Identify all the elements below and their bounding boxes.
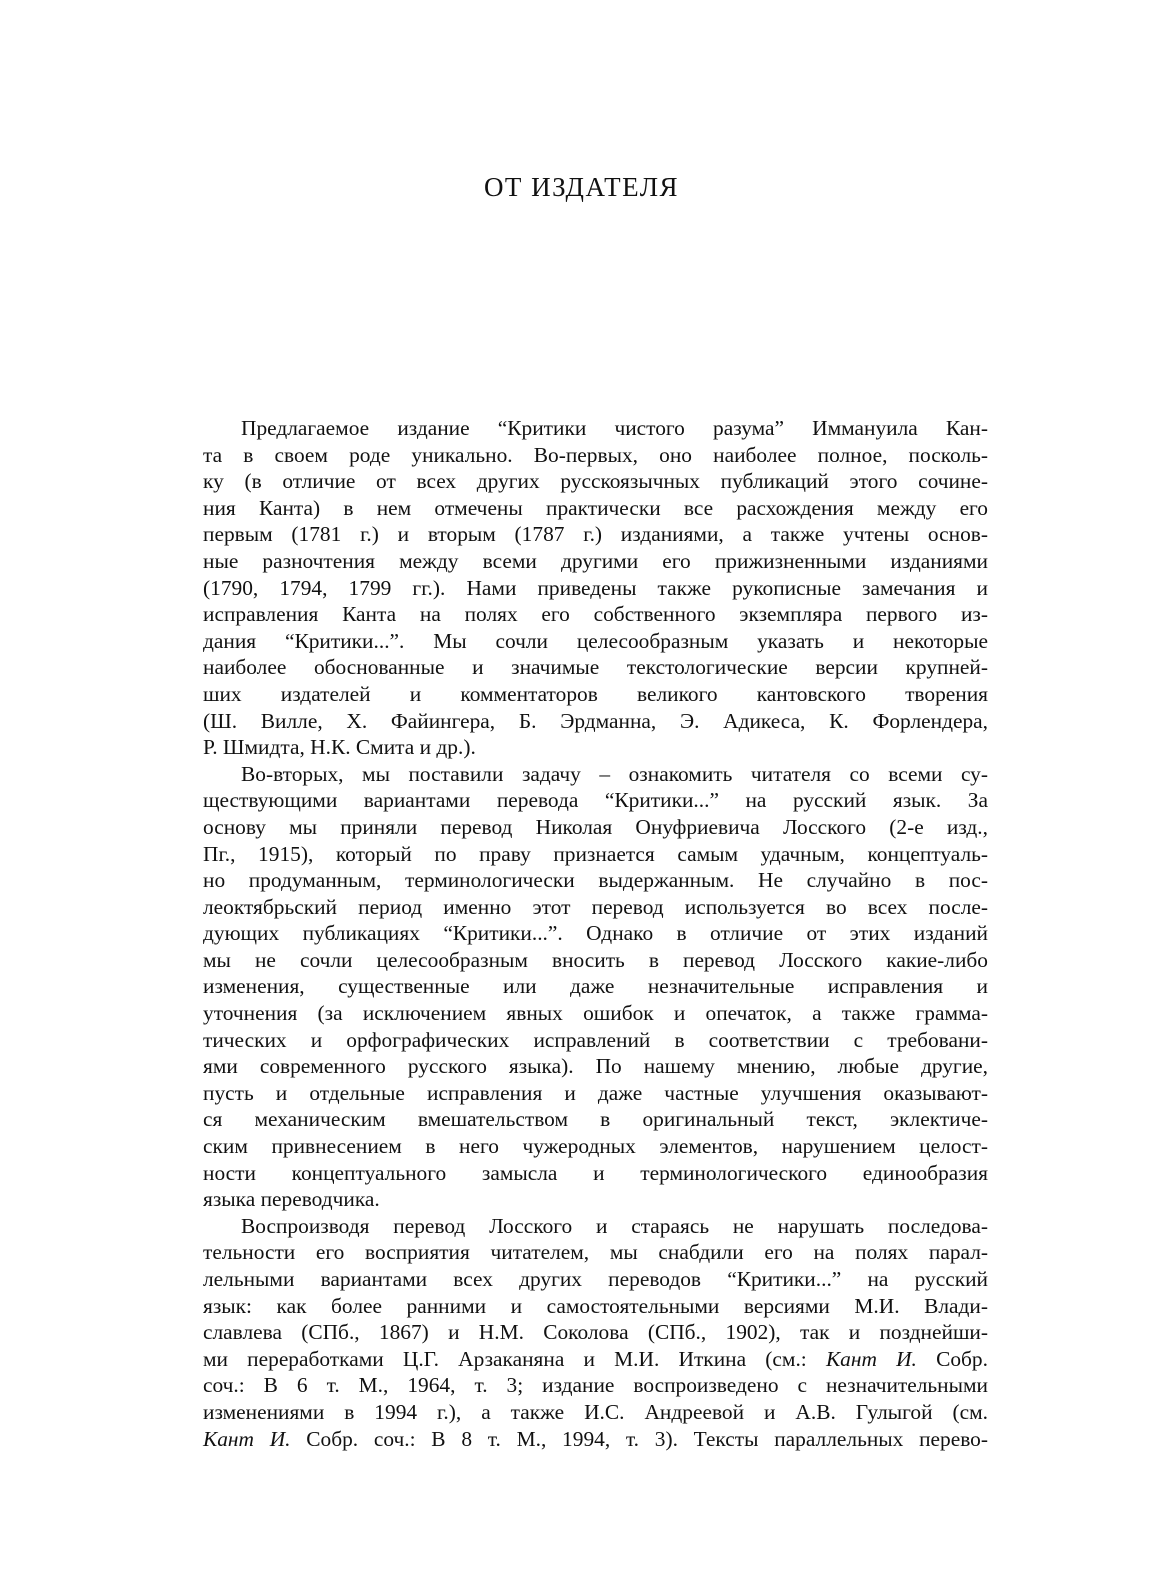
paragraph-1 xyxy=(203,415,988,761)
text-line: ности концептуального замысла и терминологического единообразия xyxy=(203,1160,988,1185)
page-title: ОТ ИЗДАТЕЛЯ xyxy=(483,172,680,202)
text-line: соч.: В 6 т. М., 1964, т. 3; издание воспроизведено с незначительными xyxy=(203,1373,988,1398)
body-text xyxy=(203,415,988,1452)
text-line: та в своем роде уникально. Во-первых, оно наиболее полное, посколь- xyxy=(203,442,988,467)
text-line: Предлагаемое издание “Критики чистого разума” Иммануила Кан- xyxy=(241,416,988,440)
italic-author-name: Кант И. xyxy=(825,1346,917,1371)
text-line: (Ш. Вилле, Х. Файингера, Б. Эрдманна, Э. Адикеса, К. Форлендера, xyxy=(203,708,988,733)
text-line: Воспроизводя перевод Лосского и стараясь не нарушать последова- xyxy=(241,1213,988,1238)
text-line: славлева (СПб., 1867) и Н.М. Соколова (СПб., 1902), так и позднейши- xyxy=(203,1320,988,1345)
text-line: язык: как более ранними и самостоятельными версиями М.И. Влади- xyxy=(203,1293,988,1318)
paragraph-3 xyxy=(203,1213,988,1452)
text-line: ку (в отличие от всех других русскоязычных публикаций этого сочине- xyxy=(203,469,988,494)
text-segment: Собр. xyxy=(916,1346,988,1371)
text-line: ные разночтения между всеми другими его прижизненными изданиями xyxy=(203,548,988,573)
text-line: наиболее обоснованные и значимые текстологические версии крупней- xyxy=(203,655,988,680)
text-line: лельными вариантами всех других переводов “Критики...” на русский xyxy=(203,1267,988,1291)
text-line: ния Канта) в нем отмечены практически все расхождения между его xyxy=(203,495,988,520)
text-line: пусть и отдельные исправления и даже частные улучшения оказывают- xyxy=(203,1080,988,1105)
text-line: ществующими вариантами перевода “Критики...” на русский язык. За xyxy=(203,788,988,813)
text-line-with-italic xyxy=(203,1426,988,1453)
text-line: Пг., 1915), который по праву признается самым удачным, концептуаль- xyxy=(203,841,988,866)
text-line: леоктябрьский период именно этот перевод используется во всех после- xyxy=(203,894,988,919)
text-line: изменения, существенные или даже незначительные исправления и xyxy=(203,974,988,999)
text-line: мы не сочли целесообразным вносить в перевод Лосского какие-либо xyxy=(203,947,988,972)
text-line: ями современного русского языка). По нашему мнению, любые другие, xyxy=(203,1054,988,1079)
italic-author-name: Кант И. xyxy=(203,1426,291,1451)
text-segment: ми переработками Ц.Г. Арзаканяна и М.И. Иткина (см.: xyxy=(203,1346,826,1371)
text-line: Во-вторых, мы поставили задачу – ознакомить читателя со всеми су- xyxy=(241,761,988,786)
text-line: первым (1781 г.) и вторым (1787 г.) изданиями, а также учтены основ- xyxy=(203,522,988,547)
paragraph-2 xyxy=(203,761,988,1213)
text-line: основу мы приняли перевод Николая Онуфриевича Лосского (2-е изд., xyxy=(203,814,988,839)
text-line: тических и орфографических исправлений в соответствии с требовани- xyxy=(203,1027,988,1052)
text-line: уточнения (за исключением явных ошибок и опечаток, а также грамма- xyxy=(203,1001,988,1026)
text-line: тельности его восприятия читателем, мы снабдили его на полях парал- xyxy=(203,1240,988,1265)
text-line: ским привнесением в него чужеродных элементов, нарушением целост- xyxy=(203,1134,988,1159)
text-line: ших издателей и комментаторов великого кантовского творения xyxy=(203,681,988,706)
text-line: (1790, 1794, 1799 гг.). Нами приведены также рукописные замечания и xyxy=(203,575,988,600)
text-line: языка переводчика. xyxy=(203,1187,380,1212)
text-segment: Собр. соч.: В 8 т. М., 1994, т. 3). Тексты параллельных перево- xyxy=(306,1426,988,1451)
text-line: дующих публикациях “Критики...”. Однако в отличие от этих изданий xyxy=(203,921,988,946)
text-line: исправления Канта на полях его собственного экземпляра первого из- xyxy=(203,602,988,627)
text-line: Р. Шмидта, Н.К. Смита и др.). xyxy=(203,735,476,760)
text-line: ся механическим вмешательством в оригинальный текст, эклектиче- xyxy=(203,1107,988,1132)
text-line: дания “Критики...”. Мы сочли целесообразным указать и некоторые xyxy=(203,628,988,653)
text-line: изменениями в 1994 г.), а также И.С. Андреевой и А.В. Гулыгой (см. xyxy=(203,1399,988,1424)
text-line: но продуманным, терминологически выдержанным. Не случайно в пос- xyxy=(203,868,988,893)
text-line-with-italic xyxy=(203,1346,988,1373)
